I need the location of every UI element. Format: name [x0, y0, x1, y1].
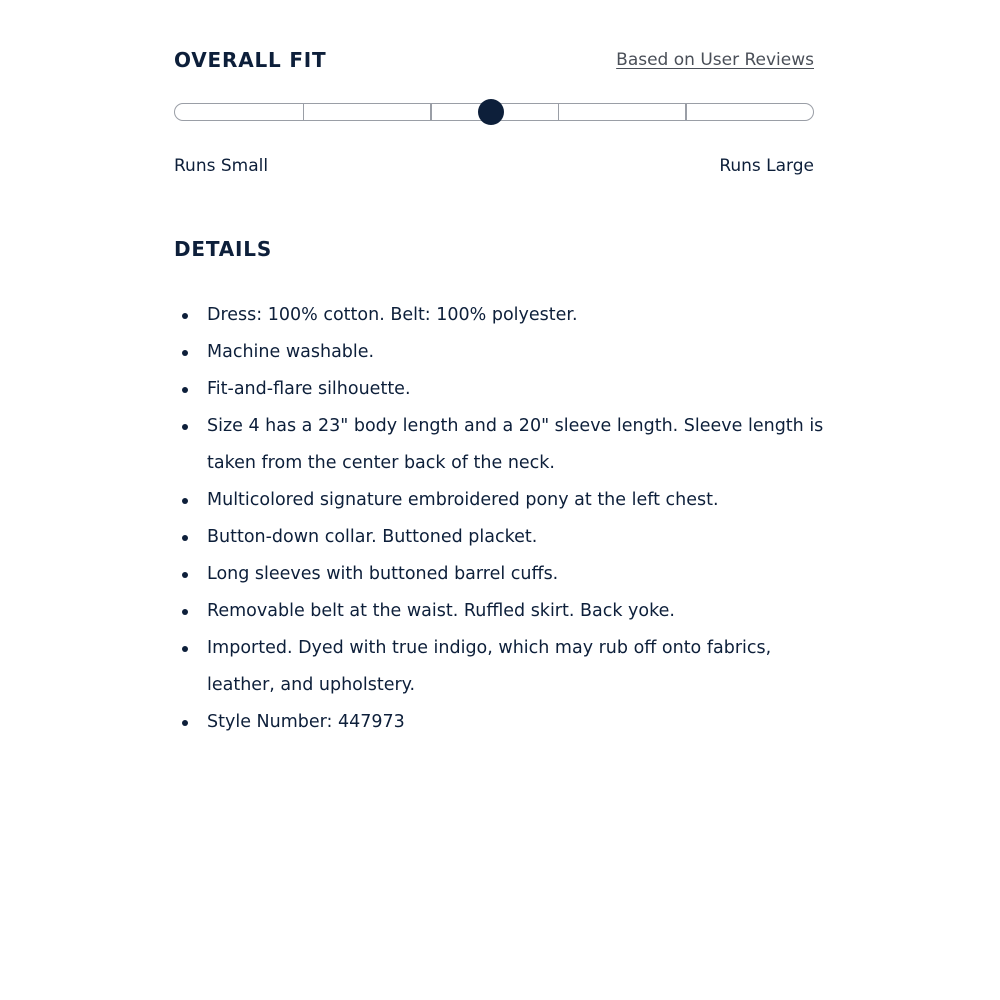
details-item-text: Fit-and-flare silhouette.	[207, 379, 411, 399]
details-list-item	[174, 408, 824, 482]
details-item-text: Multicolored signature embroidered pony at the left chest.	[207, 490, 719, 510]
details-item-text: Button-down collar. Buttoned placket.	[207, 527, 538, 547]
details-item-text: Long sleeves with buttoned barrel cuffs.	[207, 564, 559, 584]
details-list-item	[174, 704, 824, 741]
runs-large-label: Runs Large	[719, 156, 814, 176]
details-list-item	[174, 297, 824, 334]
details-item-text: Imported. Dyed with true indigo, which may rub off onto fabrics, leather, and upholstery.	[207, 638, 772, 695]
details-title: DETAILS	[174, 237, 273, 261]
fit-scale-divider	[685, 104, 687, 120]
details-item-text: Dress: 100% cotton. Belt: 100% polyester.	[207, 305, 578, 325]
bullet-icon	[182, 313, 188, 319]
details-item-text: Style Number: 447973	[207, 712, 405, 732]
bullet-icon	[182, 424, 188, 430]
details-item-text: Size 4 has a 23" body length and a 20" sleeve length. Sleeve length is taken from the center back of the neck.	[207, 416, 824, 473]
overall-fit-header	[174, 46, 814, 74]
fit-scale-divider	[430, 104, 432, 120]
runs-small-label: Runs Small	[174, 156, 269, 176]
overall-fit-scale	[174, 103, 814, 121]
details-list-item	[174, 519, 824, 556]
bullet-icon	[182, 387, 188, 393]
details-list	[174, 297, 824, 741]
bullet-icon	[182, 646, 188, 652]
details-item-text: Machine washable.	[207, 342, 375, 362]
bullet-icon	[182, 350, 188, 356]
details-list-item	[174, 371, 824, 408]
details-list-item	[174, 482, 824, 519]
fit-scale-divider	[558, 104, 560, 120]
fit-indicator-thumb	[478, 99, 504, 125]
details-list-item	[174, 630, 824, 704]
fit-scale-divider	[303, 104, 305, 120]
bullet-icon	[182, 498, 188, 504]
details-list-item	[174, 556, 824, 593]
overall-fit-title: OVERALL FIT	[174, 48, 327, 72]
based-on-user-reviews-link[interactable]: Based on User Reviews	[616, 50, 814, 70]
bullet-icon	[182, 720, 188, 726]
fit-scale-labels	[174, 154, 814, 178]
details-list-item	[174, 593, 824, 630]
bullet-icon	[182, 572, 188, 578]
bullet-icon	[182, 535, 188, 541]
bullet-icon	[182, 609, 188, 615]
details-list-item	[174, 334, 824, 371]
details-item-text: Removable belt at the waist. Ruffled skirt. Back yoke.	[207, 601, 675, 621]
